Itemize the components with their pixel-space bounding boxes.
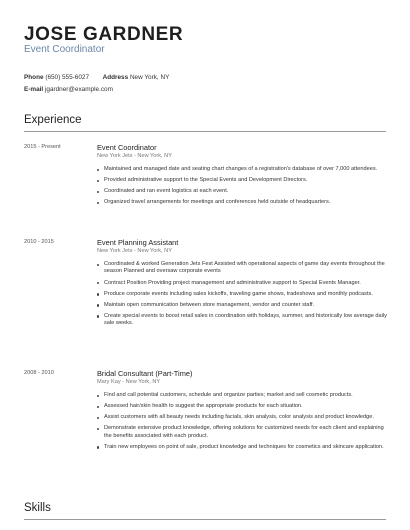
job-bullet: Create special events to boost retail sales in coordination with holidays, summer, and historically low average daily sale weeks. <box>97 313 389 328</box>
email-value[interactable]: jgardner@example.com <box>44 86 113 93</box>
job-bullet: Contract Position Providing project management and administrative support to Special Events Manager. <box>97 280 389 287</box>
job-bullet: Organized travel arrangements for meetings and conferences held outside of headquarters. <box>97 199 389 206</box>
job-dates: 2015 - Present <box>24 144 61 150</box>
job-bullet: Produce corporate events including sales kickoffs, traveling game shows, tradeshows and monthly podcasts. <box>97 291 389 298</box>
job-bullet: Find and call potential customers, schedule and organize parties; market and sell cosmetic products. <box>97 392 389 399</box>
job-bullet: Assessed hair/skin health to suggest the appropriate products for each situation. <box>97 403 389 410</box>
job-bullet: Maintained and managed date and seating chart changes of a registration's database of over 7,000 attendees. <box>97 166 389 173</box>
job-bullets <box>97 166 389 210</box>
job-bullet: Coordinated & worked Generation Jets Fest Assisted with operational aspects of game day events throughout the season Planned and oversaw corporate events <box>97 261 389 276</box>
section-divider-skills <box>24 519 386 520</box>
email-label: E-mail <box>24 86 44 93</box>
job-bullets <box>97 392 389 455</box>
job-bullet: Assist customers with all beauty needs including facials, skin analysis, color analysis and product knowledge. <box>97 414 389 421</box>
job-bullet: Maintain open communication between store management, vendor and counter staff. <box>97 302 389 309</box>
candidate-name: JOSE GARDNER <box>24 24 184 45</box>
phone-label: Phone <box>24 74 44 81</box>
job-bullet: Demonstrate extensive product knowledge, offering solutions for customized needs for each client and explaining the benefits associated with each product. <box>97 425 389 440</box>
job-bullet: Train new employees on point of sale, product knowledge and techniques for cosmetics and skincare application. <box>97 444 389 451</box>
job-company: New York Jets - New York, NY <box>97 153 172 159</box>
job-bullet: Provided administrative support to the Special Events and Development Directors. <box>97 177 389 184</box>
contact-row-phone-address <box>24 74 169 81</box>
phone-value: (650) 555-6027 <box>45 74 90 81</box>
address-label: Address <box>102 74 129 81</box>
job-dates: 2008 - 2010 <box>24 370 54 376</box>
section-divider-experience <box>24 131 386 132</box>
job-title: Bridal Consultant (Part-Time) <box>97 369 193 378</box>
section-title-experience: Experience <box>24 114 82 126</box>
job-company: Mary Kay - New York, NY <box>97 379 161 385</box>
job-bullet: Coordinated and ran event logistics at each event. <box>97 188 389 195</box>
job-company: New York Jets - New York, NY <box>97 248 172 254</box>
contact-row-email <box>24 86 113 93</box>
job-bullets <box>97 261 389 331</box>
job-title: Event Planning Assistant <box>97 238 179 247</box>
section-title-skills: Skills <box>24 502 51 514</box>
address-value: New York, NY <box>129 74 170 81</box>
job-title: Event Coordinator <box>97 143 157 152</box>
job-dates: 2010 - 2015 <box>24 239 54 245</box>
candidate-title: Event Coordinator <box>24 44 105 55</box>
